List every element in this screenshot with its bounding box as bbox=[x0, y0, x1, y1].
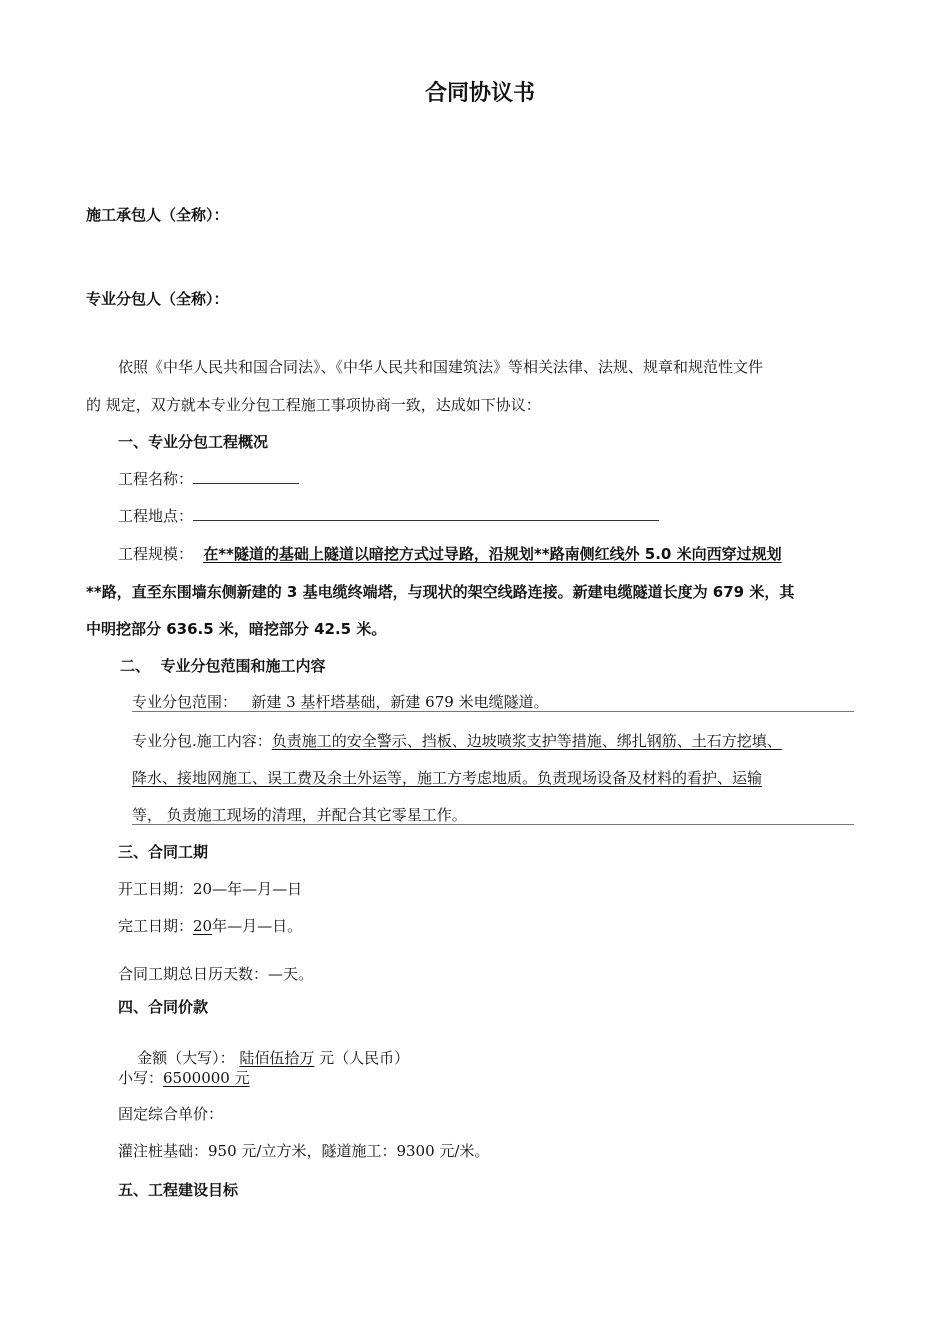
section-1-heading: 一、专业分包工程概况 bbox=[118, 433, 269, 451]
project-scale-line-1: 在**隧道的基础上隧道以暗挖方式过导路，沿规划**路南侧红线外 5.0 米向西穿过规划 bbox=[203, 545, 782, 563]
scope-row bbox=[132, 691, 854, 712]
end-date-year: 20 bbox=[193, 917, 213, 935]
project-site-label: 工程地点： bbox=[118, 507, 194, 525]
project-name-blank bbox=[193, 469, 299, 484]
project-scale-line-3: 中明挖部分 636.5 米，暗挖部分 42.5 米。 bbox=[86, 620, 387, 638]
content-line-3a: 等， bbox=[132, 806, 163, 824]
small-amount-value: 6500000 元 bbox=[163, 1069, 250, 1087]
subcontractor-label: 专业分包人（全称）： bbox=[86, 290, 229, 308]
small-amount-label: 小写： bbox=[118, 1069, 164, 1087]
section-2-heading: 二、 专业分包范围和施工内容 bbox=[120, 657, 326, 675]
project-scale-label: 工程规模： bbox=[118, 545, 194, 563]
content-line-3b: 负责施工现场的清理，并配合其它零星工作。 bbox=[162, 806, 467, 824]
content-row-3 bbox=[132, 804, 854, 825]
preamble-line-1: 依照《中华人民共和国合同法》、《中华人民共和国建筑法》等相关法律、法规、规章和规范性文件 bbox=[118, 358, 764, 376]
end-date-rest: 年—月—日。 bbox=[212, 917, 303, 935]
end-date-row bbox=[118, 915, 302, 936]
amount-words: 陆佰伍拾万 bbox=[239, 1049, 315, 1067]
preamble-line-2: 的 规定，双方就本专业分包工程施工事项协商一致，达成如下协议： bbox=[86, 396, 541, 414]
scope-value: 新建 3 基杆塔基础，新建 679 米电缆隧道。 bbox=[251, 693, 549, 711]
unit-prices: 灌注桩基础：950 元/立方米，隧道施工：9300 元/米。 bbox=[118, 1142, 490, 1160]
content-row-1 bbox=[132, 730, 782, 751]
amount-suffix: 元（人民币） bbox=[314, 1049, 410, 1067]
project-name-label: 工程名称： bbox=[118, 470, 194, 488]
project-scale-row bbox=[118, 543, 782, 564]
section-4-heading: 四、合同价款 bbox=[118, 998, 209, 1016]
content-line-1: 负责施工的安全警示、挡板、边坡喷浆支护等措施、绑扎钢筋、土石方挖填、 bbox=[271, 732, 782, 750]
small-amount-row bbox=[118, 1067, 250, 1088]
project-site-row bbox=[118, 505, 659, 526]
project-name-row bbox=[118, 468, 299, 489]
content-label: 专业分包.施工内容： bbox=[132, 732, 272, 750]
project-scale-line-2: **路，直至东围墙东侧新建的 3 基电缆终端塔，与现状的架空线路连接。新建电缆隧道长度为 679 米，其 bbox=[86, 583, 795, 601]
unit-price-label: 固定综合单价： bbox=[118, 1105, 224, 1123]
contractor-label: 施工承包人（全称）： bbox=[86, 206, 229, 224]
scope-label: 专业分包范围： bbox=[132, 693, 238, 711]
start-date: 开工日期：20—年—月—日 bbox=[118, 880, 303, 898]
section-3-heading: 三、合同工期 bbox=[118, 843, 209, 861]
section-5-heading: 五、工程建设目标 bbox=[118, 1181, 239, 1199]
content-line-2: 降水、接地网施工、误工费及余土外运等，施工方考虑地质。负责现场设备及材料的看护、运输 bbox=[132, 769, 763, 787]
amount-label: 金额（大写）： bbox=[137, 1049, 235, 1067]
document-title: 合同协议书 bbox=[424, 81, 535, 106]
end-date-label: 完工日期： bbox=[118, 917, 194, 935]
project-site-blank bbox=[193, 506, 659, 521]
total-days: 合同工期总日历天数：—天。 bbox=[118, 965, 314, 983]
